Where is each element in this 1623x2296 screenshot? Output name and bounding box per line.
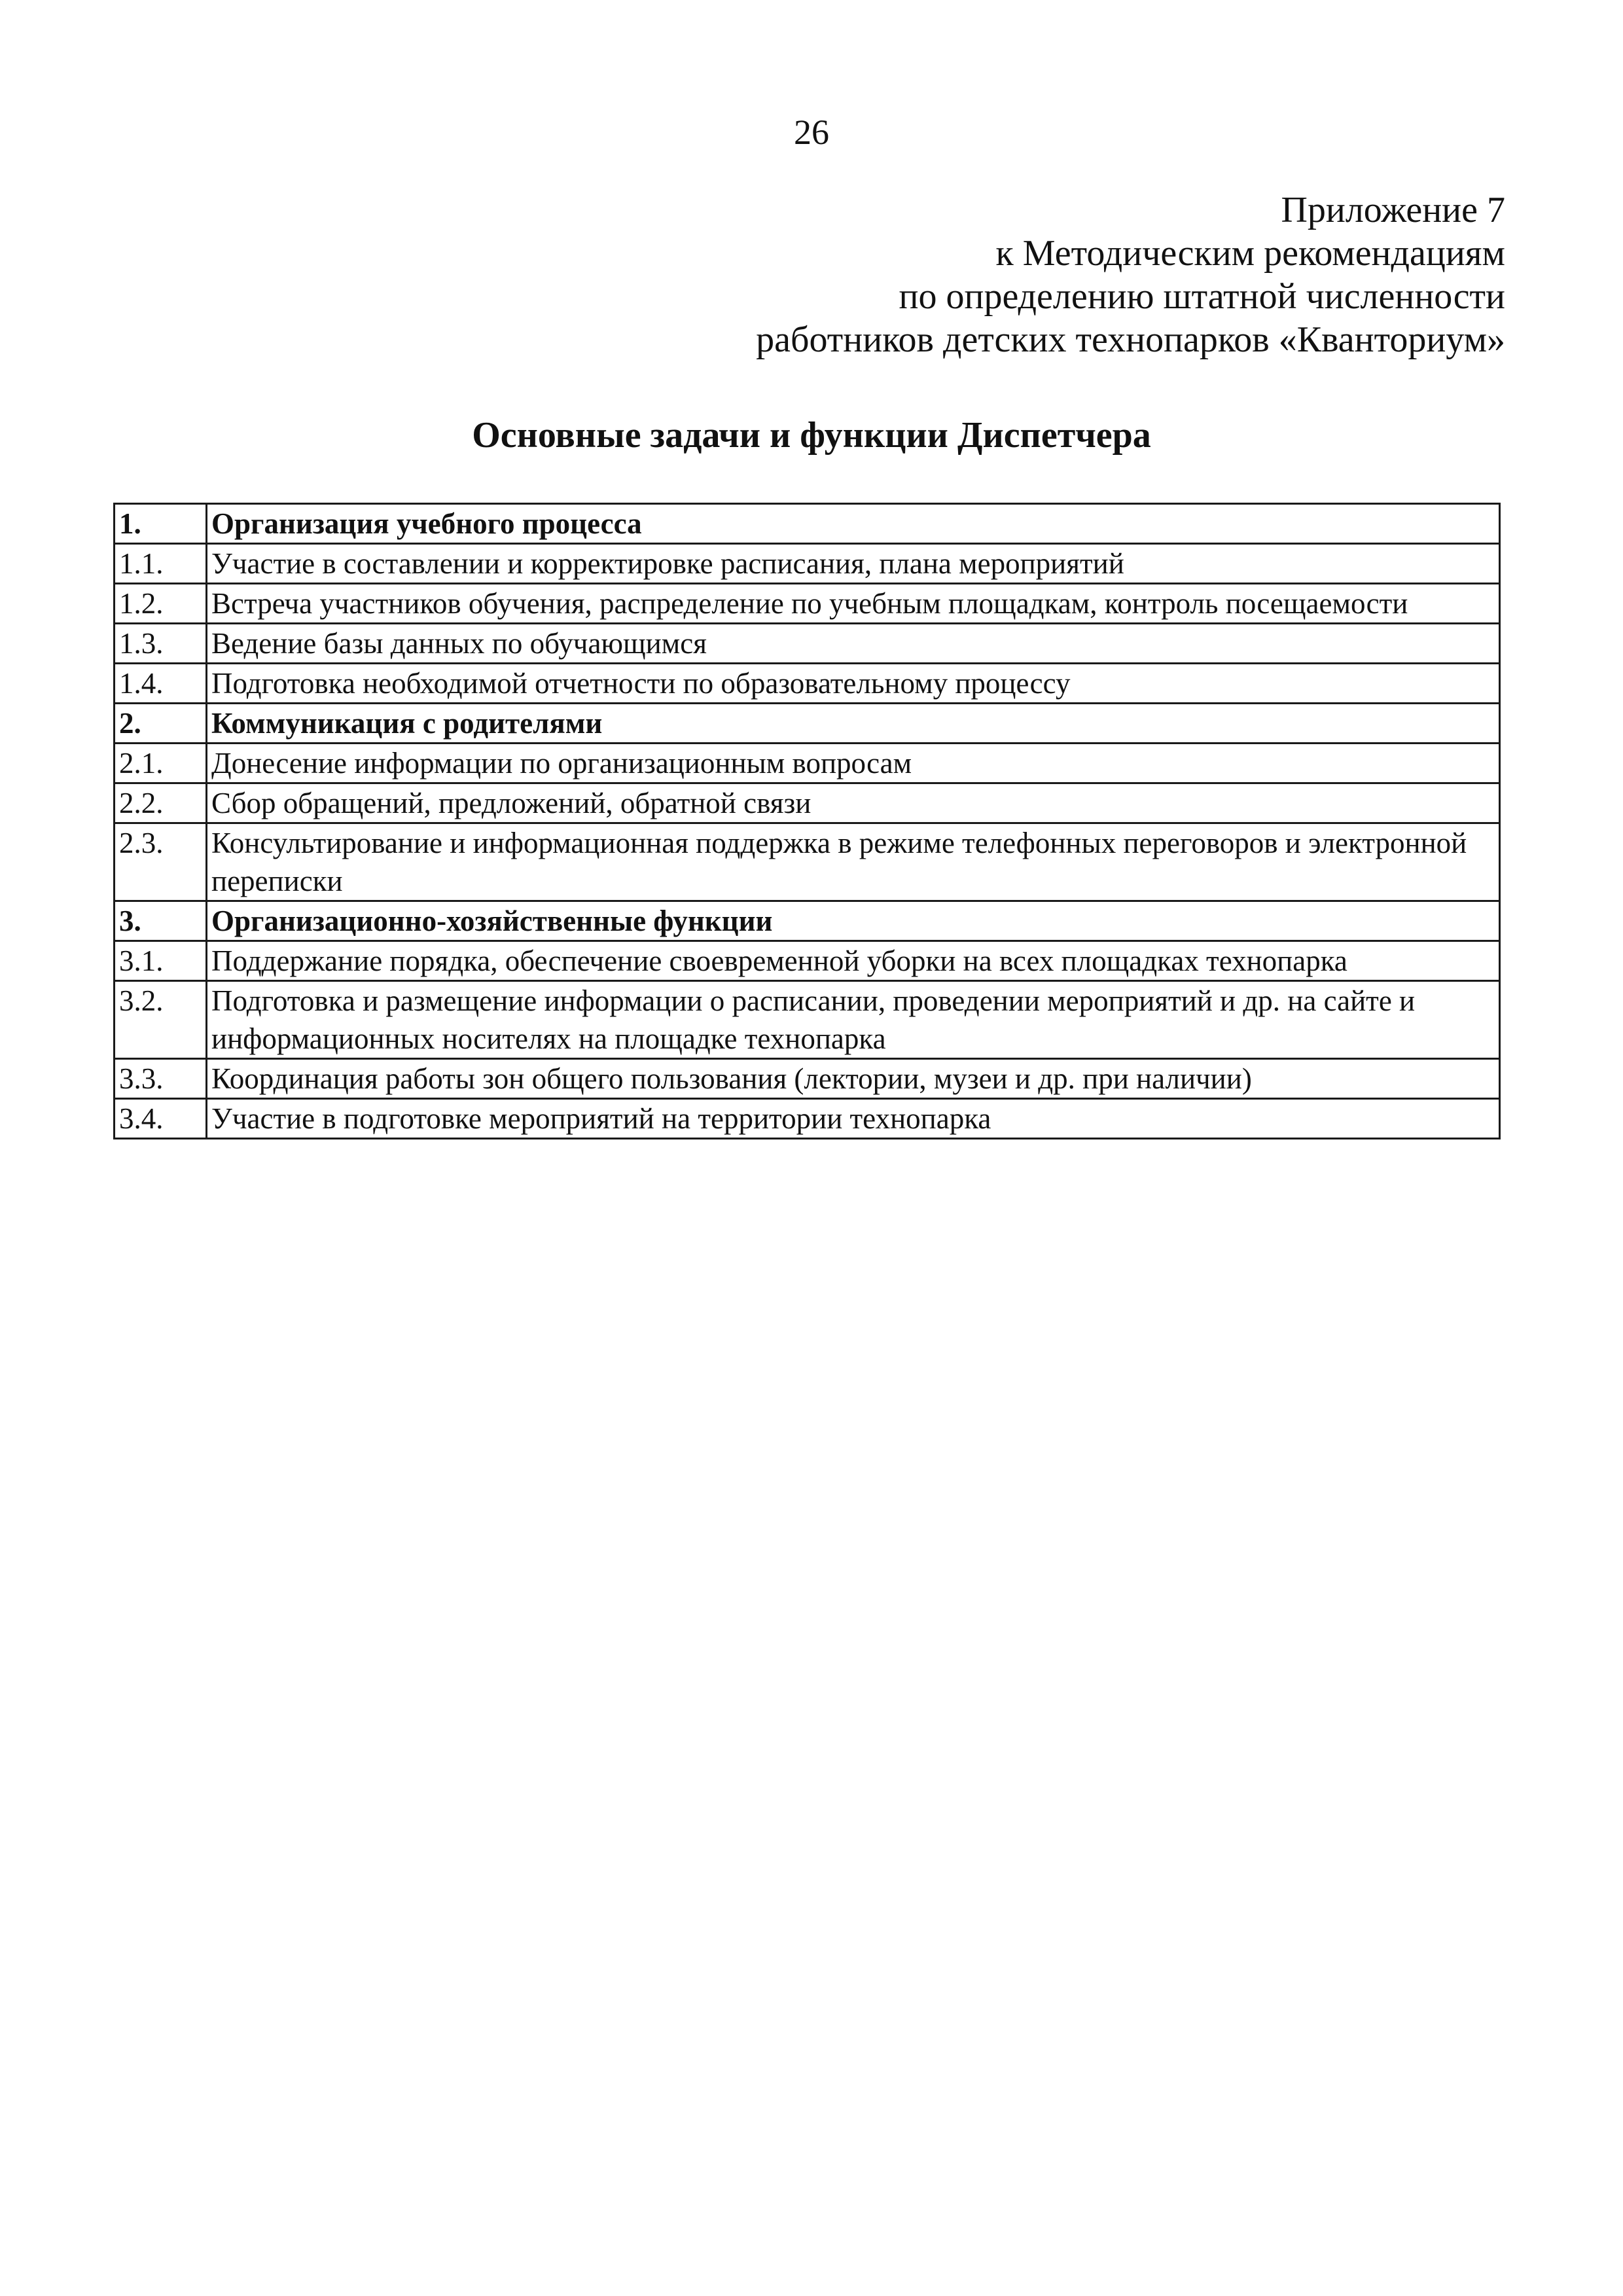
section-heading: Организационно-хозяйственные функции bbox=[207, 901, 1500, 941]
table-row bbox=[115, 823, 1500, 901]
table-row bbox=[115, 744, 1500, 783]
appendix-line-2: к Методическим рекомендациям bbox=[995, 233, 1505, 274]
table-row bbox=[115, 544, 1500, 584]
appendix-line-3: по определению штатной численности bbox=[899, 276, 1505, 317]
table-section-row bbox=[115, 901, 1500, 941]
section-heading: Коммуникация с родителями bbox=[207, 704, 1500, 744]
document-title: Основные задачи и функции Диспетчера bbox=[472, 415, 1151, 456]
table-row bbox=[115, 783, 1500, 823]
function-description: Консультирование и информационная поддержка в режиме телефонных переговоров и электронной переписки bbox=[207, 823, 1500, 901]
page-number: 26 bbox=[794, 113, 829, 152]
row-number: 3.2. bbox=[115, 981, 207, 1059]
table-row bbox=[115, 941, 1500, 981]
appendix-line-4: работников детских технопарков «Кванториум» bbox=[756, 319, 1505, 360]
table-row bbox=[115, 1059, 1500, 1099]
row-number: 1. bbox=[115, 504, 207, 544]
row-number: 1.4. bbox=[115, 664, 207, 704]
row-number: 2.2. bbox=[115, 783, 207, 823]
function-description: Подготовка и размещение информации о расписании, проведении мероприятий и др. на сайте и информационных носителях на площадке технопарка bbox=[207, 981, 1500, 1059]
row-number: 3. bbox=[115, 901, 207, 941]
function-description: Подготовка необходимой отчетности по образовательному процессу bbox=[207, 664, 1500, 704]
row-number: 2.1. bbox=[115, 744, 207, 783]
section-heading: Организация учебного процесса bbox=[207, 504, 1500, 544]
functions-table bbox=[113, 503, 1501, 1139]
appendix-line-1: Приложение 7 bbox=[1281, 190, 1505, 230]
row-number: 1.2. bbox=[115, 584, 207, 624]
function-description: Встреча участников обучения, распределение по учебным площадкам, контроль посещаемости bbox=[207, 584, 1500, 624]
function-description: Поддержание порядка, обеспечение своевременной уборки на всех площадках технопарка bbox=[207, 941, 1500, 981]
row-number: 2. bbox=[115, 704, 207, 744]
table-row bbox=[115, 584, 1500, 624]
row-number: 3.4. bbox=[115, 1099, 207, 1139]
table-section-row bbox=[115, 704, 1500, 744]
function-description: Сбор обращений, предложений, обратной связи bbox=[207, 783, 1500, 823]
row-number: 2.3. bbox=[115, 823, 207, 901]
functions-table-body bbox=[115, 504, 1500, 1139]
row-number: 1.1. bbox=[115, 544, 207, 584]
table-row bbox=[115, 1099, 1500, 1139]
function-description: Ведение базы данных по обучающимся bbox=[207, 624, 1500, 664]
table-row bbox=[115, 624, 1500, 664]
function-description: Донесение информации по организационным вопросам bbox=[207, 744, 1500, 783]
function-description: Участие в составлении и корректировке расписания, плана мероприятий bbox=[207, 544, 1500, 584]
function-description: Участие в подготовке мероприятий на территории технопарка bbox=[207, 1099, 1500, 1139]
row-number: 3.3. bbox=[115, 1059, 207, 1099]
row-number: 3.1. bbox=[115, 941, 207, 981]
table-row bbox=[115, 981, 1500, 1059]
function-description: Координация работы зон общего пользования (лектории, музеи и др. при наличии) bbox=[207, 1059, 1500, 1099]
row-number: 1.3. bbox=[115, 624, 207, 664]
table-row bbox=[115, 664, 1500, 704]
table-section-row bbox=[115, 504, 1500, 544]
appendix-header bbox=[524, 188, 1505, 361]
